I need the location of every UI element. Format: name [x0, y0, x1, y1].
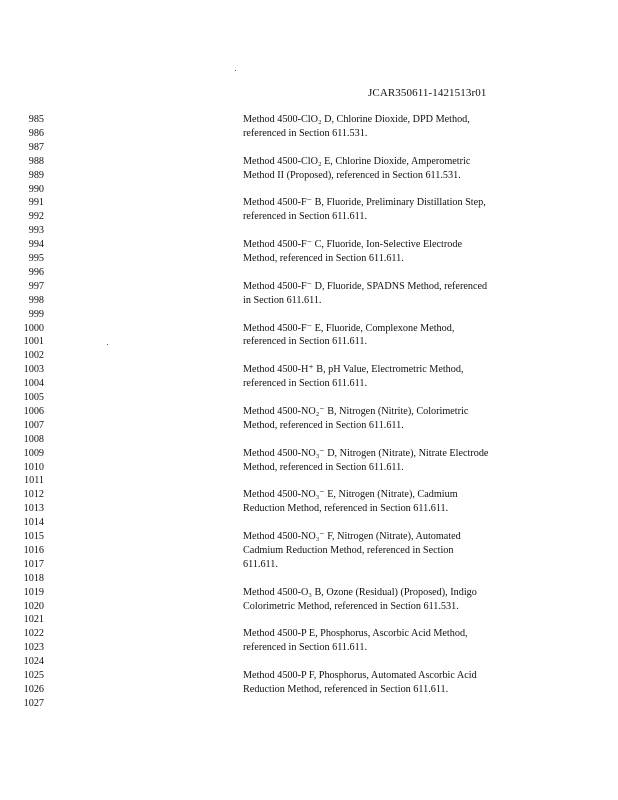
line-number: 1004 [23, 378, 44, 390]
method-entry-continuation: referenced in Section 611.611. [243, 642, 367, 654]
line-number: 1023 [23, 642, 44, 654]
line-number: 994 [28, 239, 44, 251]
method-entry-continuation: Reduction Method, referenced in Section 611.611. [243, 683, 449, 695]
line-number: 987 [28, 141, 44, 153]
line-number: 1021 [23, 614, 44, 626]
line-number: 1013 [23, 503, 44, 515]
method-entry-continuation: 611.611. [243, 558, 278, 570]
method-entry-continuation: Reduction Method, referenced in Section 611.611. [243, 503, 449, 515]
line-number: 993 [28, 225, 44, 237]
method-entry-continuation: referenced in Section 611.531. [243, 127, 368, 139]
method-entry-first-line: Method 4500-F⁻ D, Fluoride, SPADNS Method, referenced [243, 280, 488, 292]
line-number: 991 [28, 197, 44, 209]
line-number: 1009 [23, 447, 44, 459]
method-entry-first-line: Method 4500-NO₃⁻ D, Nitrogen (Nitrate), Nitrate Electrode [243, 447, 489, 459]
line-number: 1012 [23, 489, 44, 501]
line-number: 998 [28, 294, 44, 306]
line-number: 1003 [23, 364, 44, 376]
line-number: 1007 [23, 419, 44, 431]
line-number: 986 [28, 127, 44, 139]
method-entry-first-line: Method 4500-H⁺ B, pH Value, Electrometric Method, [243, 364, 464, 376]
line-number: 1018 [23, 572, 44, 584]
line-number: 1000 [23, 322, 44, 334]
method-entry-first-line: Method 4500-F⁻ B, Fluoride, Preliminary Distillation Step, [243, 197, 486, 209]
method-entry-continuation: Colorimetric Method, referenced in Section 611.531. [243, 600, 459, 612]
method-entry-continuation: Method II (Proposed), referenced in Section 611.531. [243, 169, 461, 181]
method-entry-continuation: Method, referenced in Section 611.611. [243, 419, 404, 431]
line-number: 1022 [23, 628, 44, 640]
line-number: 1020 [23, 600, 44, 612]
line-number: 992 [28, 211, 44, 223]
line-number: 988 [28, 155, 44, 167]
scan-speck [107, 344, 108, 345]
method-entry-first-line: Method 4500-F⁻ C, Fluoride, Ion-Selective Electrode [243, 239, 462, 251]
line-number: 1027 [23, 697, 44, 709]
line-number: 990 [28, 183, 44, 195]
method-entry-first-line: Method 4500-P E, Phosphorus, Ascorbic Acid Method, [243, 628, 468, 640]
line-number: 1005 [23, 392, 44, 403]
method-entry-first-line: Method 4500-NO₃⁻ F, Nitrogen (Nitrate), Automated [243, 531, 461, 542]
line-number: 1008 [23, 433, 44, 445]
method-entry-continuation: referenced in Section 611.611. [243, 336, 367, 348]
line-number: 1011 [24, 475, 44, 487]
line-number: 1001 [23, 336, 44, 348]
line-number: 996 [28, 266, 44, 278]
document-id-header: JCAR350611-1421513r01 [368, 87, 487, 99]
method-entry-first-line: Method 4500-NO₃⁻ E, Nitrogen (Nitrate), Cadmium [243, 489, 458, 501]
method-entry-continuation: referenced in Section 611.611. [243, 378, 367, 390]
method-entry-first-line: Method 4500-O₃ B, Ozone (Residual) (Proposed), Indigo [243, 586, 477, 598]
method-entry-continuation: Cadmium Reduction Method, referenced in Section [243, 544, 454, 556]
method-entry-first-line: Method 4500-ClO₂ E, Chlorine Dioxide, Amperometric [243, 155, 471, 167]
line-number: 1019 [23, 586, 44, 598]
method-entry-continuation: Method, referenced in Section 611.611. [243, 461, 404, 473]
line-number: 1014 [23, 517, 44, 529]
line-number: 1026 [23, 683, 44, 695]
line-number: 995 [28, 253, 44, 264]
line-number: 985 [28, 114, 44, 125]
method-entry-first-line: Method 4500-NO₂⁻ B, Nitrogen (Nitrite), Colorimetric [243, 405, 469, 417]
line-number: 1010 [23, 461, 44, 473]
method-entry-continuation: in Section 611.611. [243, 294, 322, 306]
line-number: 997 [28, 280, 44, 292]
method-entry-continuation: referenced in Section 611.611. [243, 211, 367, 223]
line-number: 1002 [23, 350, 44, 362]
method-entry-first-line: Method 4500-F⁻ E, Fluoride, Complexone Method, [243, 322, 455, 334]
line-number: 1017 [23, 558, 44, 570]
method-entry-first-line: Method 4500-ClO₂ D, Chlorine Dioxide, DPD Method, [243, 114, 470, 125]
scan-speck [235, 70, 236, 71]
method-entry-continuation: Method, referenced in Section 611.611. [243, 253, 404, 264]
method-entry-first-line: Method 4500-P F, Phosphorus, Automated Ascorbic Acid [243, 670, 477, 681]
line-number: 1016 [23, 544, 44, 556]
line-number: 999 [28, 308, 44, 320]
line-number: 1006 [23, 405, 44, 417]
line-number: 1025 [23, 670, 44, 681]
line-number: 1024 [23, 656, 44, 668]
line-number: 1015 [23, 531, 44, 542]
line-number: 989 [28, 169, 44, 181]
